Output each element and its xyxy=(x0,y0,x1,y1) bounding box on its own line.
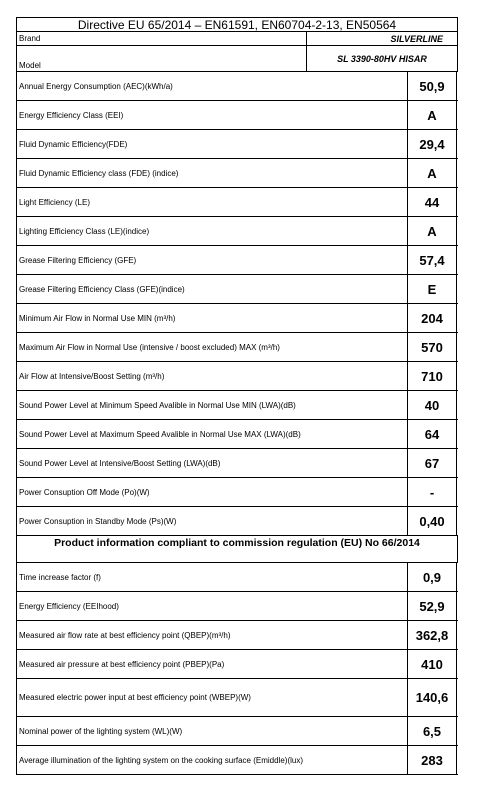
spec-value: 0,9 xyxy=(408,563,457,591)
spec-label: Annual Energy Consumption (AEC)(kWh/a) xyxy=(17,72,408,100)
section-title: Product information compliant to commission regulation (EU) No 66/2014 xyxy=(17,536,458,563)
spec-value: 40 xyxy=(408,391,457,419)
spec-row xyxy=(17,304,458,333)
spec-label: Measured air pressure at best efficiency point (PBEP)(Pa) xyxy=(17,650,408,678)
spec-value: A xyxy=(408,159,457,187)
spec-label: Light Efficiency (LE) xyxy=(17,188,408,216)
spec-label: Measured air flow rate at best efficiency point (QBEP)(m³/h) xyxy=(17,621,408,649)
spec-value: 50,9 xyxy=(408,72,457,100)
model-label: Model xyxy=(19,61,41,70)
spec-value: 570 xyxy=(408,333,457,361)
model-value: SL 3390-80HV HISAR xyxy=(337,53,427,64)
spec-label: Minimum Air Flow in Normal Use MIN (m³/h) xyxy=(17,304,408,332)
spec-row xyxy=(17,333,458,362)
spec-row xyxy=(17,650,458,679)
spec-row xyxy=(17,391,458,420)
spec-value: A xyxy=(408,101,457,129)
spec-row xyxy=(17,592,458,621)
spec-label: Sound Power Level at Maximum Speed Avalible in Normal Use MAX (LWA)(dB) xyxy=(17,420,408,448)
spec-label: Lighting Efficiency Class (LE)(indice) xyxy=(17,217,408,245)
spec-row xyxy=(17,478,458,507)
spec-value: 67 xyxy=(408,449,457,477)
spec-label: Nominal power of the lighting system (WL)(W) xyxy=(17,717,408,745)
spec-label: Energy Efficiency (EEIhood) xyxy=(17,592,408,620)
brand-model-block xyxy=(17,32,458,72)
spec-row xyxy=(17,246,458,275)
spec-row xyxy=(17,72,458,101)
spec-label: Measured electric power input at best efficiency point (WBEP)(W) xyxy=(17,679,408,716)
spec-value: 44 xyxy=(408,188,457,216)
spec-row xyxy=(17,362,458,391)
spec-label: Sound Power Level at Minimum Speed Avalible in Normal Use MIN (LWA)(dB) xyxy=(17,391,408,419)
spec-value: 29,4 xyxy=(408,130,457,158)
spec-label: Time increase factor (f) xyxy=(17,563,408,591)
spec-row xyxy=(17,101,458,130)
spec-rows-bottom xyxy=(17,563,458,775)
spec-row xyxy=(17,159,458,188)
spec-label: Air Flow at Intensive/Boost Setting (m³/h) xyxy=(17,362,408,390)
spec-value: 710 xyxy=(408,362,457,390)
spec-value: 64 xyxy=(408,420,457,448)
spec-row xyxy=(17,217,458,246)
spec-row xyxy=(17,449,458,478)
spec-label: Grease Filtering Efficiency (GFE) xyxy=(17,246,408,274)
spec-value: A xyxy=(408,217,457,245)
spec-label: Maximum Air Flow in Normal Use (intensive / boost excluded) MAX (m³/h) xyxy=(17,333,408,361)
spec-value: 52,9 xyxy=(408,592,457,620)
spec-label: Grease Filtering Efficiency Class (GFE)(indice) xyxy=(17,275,408,303)
spec-value: 140,6 xyxy=(408,679,457,716)
spec-label: Power Consuption in Standby Mode (Ps)(W) xyxy=(17,507,408,535)
spec-label: Sound Power Level at Intensive/Boost Setting (LWA)(dB) xyxy=(17,449,408,477)
spec-row xyxy=(17,563,458,592)
brand-value: SILVERLINE xyxy=(307,32,457,46)
energy-data-sheet xyxy=(16,17,458,775)
spec-row xyxy=(17,717,458,746)
spec-label: Power Consuption Off Mode (Po)(W) xyxy=(17,478,408,506)
spec-row xyxy=(17,507,458,536)
spec-label: Average illumination of the lighting system on the cooking surface (Emiddle)(lux) xyxy=(17,746,408,774)
spec-row xyxy=(17,746,458,775)
spec-row xyxy=(17,679,458,717)
spec-value: 57,4 xyxy=(408,246,457,274)
directive-title: Directive EU 65/2014 – EN61591, EN60704-2-13, EN50564 xyxy=(17,18,458,32)
spec-row xyxy=(17,420,458,449)
spec-row xyxy=(17,188,458,217)
spec-row xyxy=(17,275,458,304)
spec-value: 362,8 xyxy=(408,621,457,649)
spec-label: Fluid Dynamic Efficiency class (FDE) (indice) xyxy=(17,159,408,187)
spec-row xyxy=(17,621,458,650)
spec-value: - xyxy=(408,478,457,506)
spec-label: Fluid Dynamic Efficiency(FDE) xyxy=(17,130,408,158)
spec-value: 0,40 xyxy=(408,507,457,535)
spec-rows-top xyxy=(17,72,458,536)
spec-value: 283 xyxy=(408,746,457,774)
spec-value: E xyxy=(408,275,457,303)
spec-label: Energy Efficiency Class (EEI) xyxy=(17,101,408,129)
spec-value: 6,5 xyxy=(408,717,457,745)
spec-value: 204 xyxy=(408,304,457,332)
spec-row xyxy=(17,130,458,159)
brand-label: Brand xyxy=(17,32,306,46)
spec-value: 410 xyxy=(408,650,457,678)
